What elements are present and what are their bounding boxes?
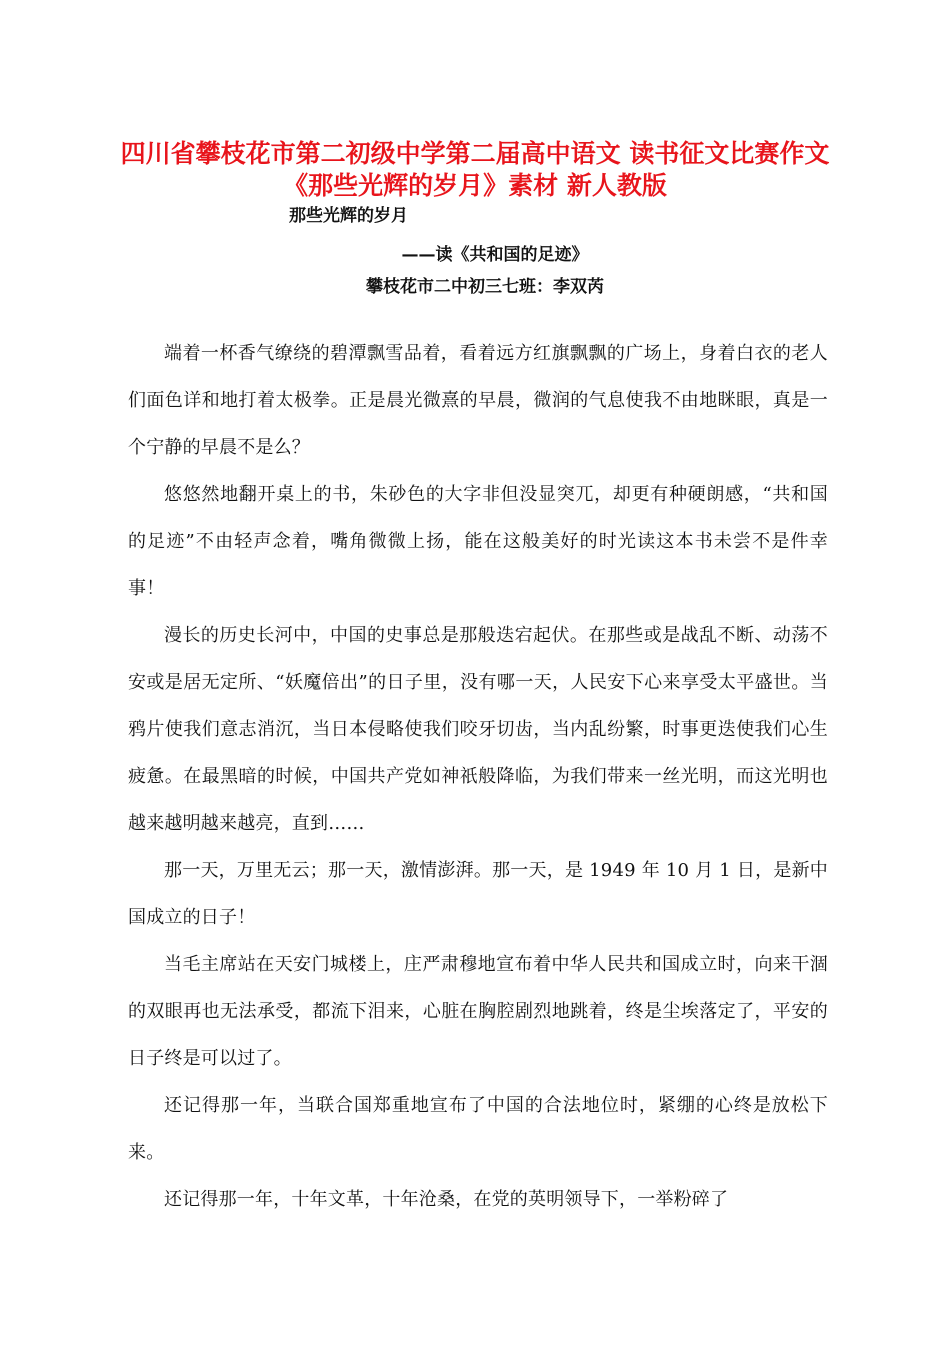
paragraph: 漫长的历史长河中，中国的史事总是那般迭宕起伏。在那些或是战乱不断、动荡不安或是居无定所、“妖魔倍出”的日子里，没有哪一天，人民安下心来享受太平盛世。当鸦片使我们意志消沉，当日本侵略使我们咬牙切齿，当内乱纷繁，时事更迭使我们心生疲惫。在最黑暗的时候，中国共产党如神祇般降临，为我们带来一丝光明，而这光明也越来越明越来越亮，直到…… (128, 625, 828, 834)
essay-author-line: 攀枝花市二中初三七班：李双芮 (366, 277, 604, 297)
essay-body (128, 330, 828, 1223)
essay-subtitle-book: ——读《共和国的足迹》 (401, 245, 589, 265)
paragraph: 悠悠然地翻开桌上的书，朱砂色的大字非但没显突兀，却更有种硬朗感，“共和国的足迹”不由轻声念着，嘴角微微上扬，能在这般美好的时光读这本书未尝不是件幸事！ (128, 484, 828, 599)
essay-title: 那些光辉的岁月 (289, 206, 408, 226)
paragraph: 端着一杯香气缭绕的碧潭飘雪品着，看着远方红旗飘飘的广场上，身着白衣的老人们面色详和地打着太极拳。正是晨光微熹的早晨，微润的气息使我不由地眯眼，真是一个宁静的早晨不是么？ (128, 343, 828, 458)
paragraph: 还记得那一年，十年文革，十年沧桑，在党的英明领导下，一举粉碎了 (164, 1189, 729, 1210)
paragraph: 还记得那一年，当联合国郑重地宣布了中国的合法地位时，紧绷的心终是放松下来。 (128, 1095, 828, 1163)
paragraph: 那一天，万里无云；那一天，激情澎湃。那一天，是 1949 年 10 月 1 日，是新中国成立的日子！ (128, 860, 828, 928)
paragraph: 当毛主席站在天安门城楼上，庄严肃穆地宣布着中华人民共和国成立时，向来干涸的双眼再也无法承受，都流下泪来，心脏在胸腔剧烈地跳着，终是尘埃落定了，平安的日子终是可以过了。 (128, 954, 828, 1069)
document-title: 四川省攀枝花市第二初级中学第二届高中语文 读书征文比赛作文《那些光辉的岁月》素材 新人教版 (120, 139, 830, 200)
